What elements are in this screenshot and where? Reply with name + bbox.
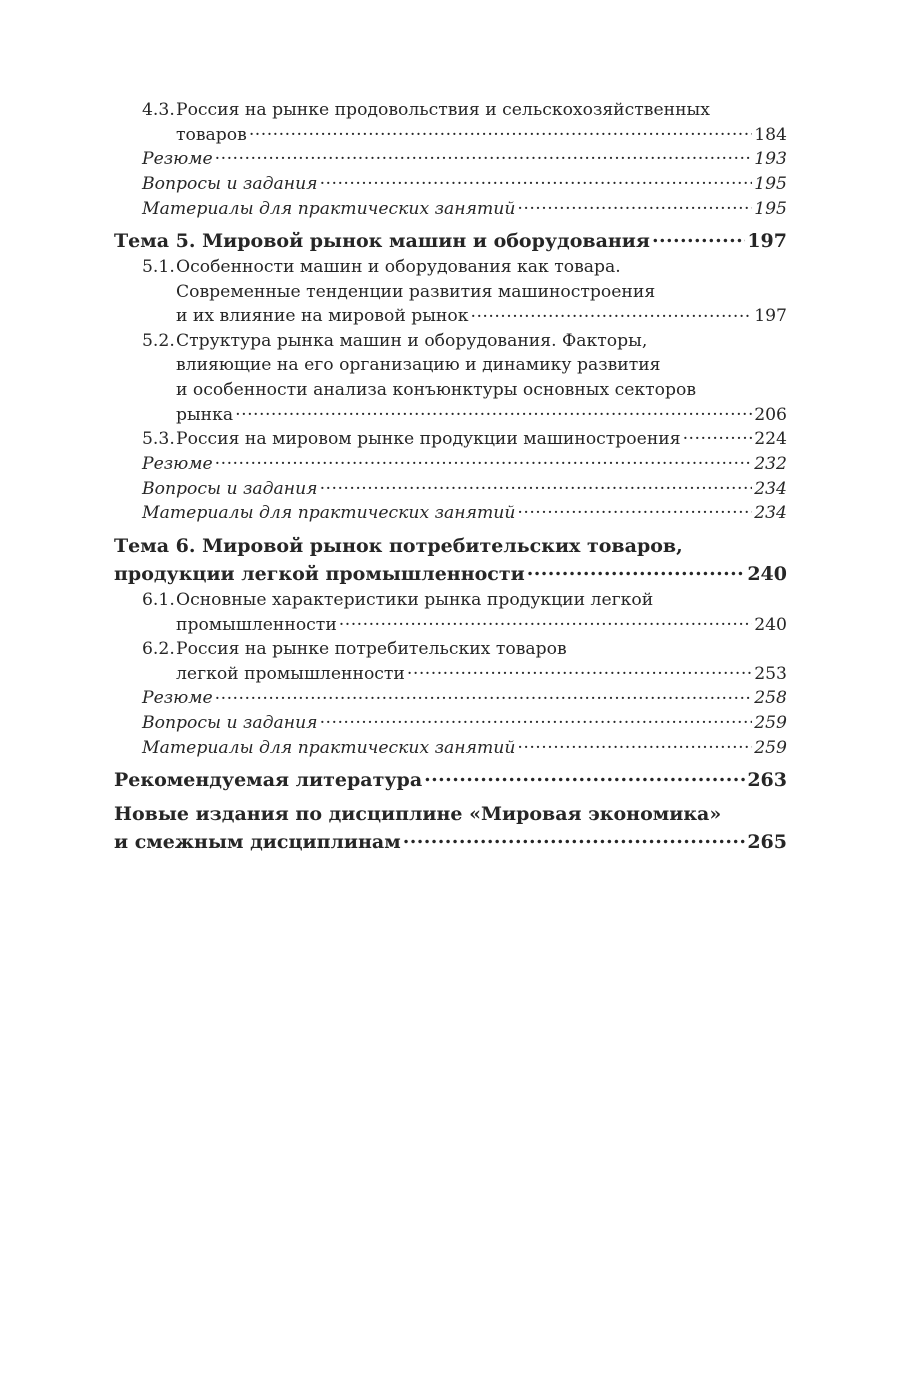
toc-entry-6-1[interactable] [114, 588, 787, 637]
section-title-line: рынка [176, 404, 234, 425]
page-number: 253 [754, 663, 787, 684]
dot-leader [424, 767, 745, 786]
toc-entry-4-3[interactable] [114, 98, 787, 147]
dot-leader [215, 147, 753, 164]
section-title-line: влияющие на его организацию и динамику развития [176, 355, 661, 376]
toc-entry-questions[interactable] [114, 711, 787, 736]
entry-label: Резюме [142, 688, 213, 709]
page-number: 258 [754, 688, 787, 709]
dot-leader [517, 501, 752, 518]
dot-leader [235, 402, 752, 419]
dot-leader [652, 228, 745, 247]
dot-leader [339, 612, 752, 629]
toc-entry-summary[interactable] [114, 452, 787, 477]
topic-title: Тема 5. Мировой рынок машин и оборудования [114, 230, 650, 253]
page-number: 206 [754, 404, 787, 425]
section-number: 4.3. [142, 100, 175, 120]
section-title-line: Особенности машин и оборудования как товара. [176, 257, 621, 278]
dot-leader [215, 452, 753, 469]
toc-entry-materials[interactable] [114, 501, 787, 526]
section-number: 5.2. [142, 330, 175, 351]
section-number: 5.3. [142, 429, 175, 450]
page-number: 193 [754, 149, 787, 170]
dot-leader [470, 304, 752, 321]
section-number: 6.2. [142, 639, 175, 660]
section-title-line: Россия на рынке потребительских товаров [176, 639, 567, 660]
toc-entry-questions[interactable] [114, 477, 787, 502]
page-number: 240 [747, 562, 787, 585]
page-number: 234 [754, 478, 787, 499]
dot-leader [517, 736, 752, 753]
page-number: 197 [754, 306, 787, 327]
toc-entry-summary[interactable] [114, 147, 787, 172]
dot-leader [320, 172, 753, 189]
page-number: 197 [747, 230, 787, 253]
section-title-line: Структура рынка машин и оборудования. Факторы, [176, 330, 648, 351]
toc-entry-questions[interactable] [114, 172, 787, 197]
entry-label: Вопросы и задания [142, 478, 318, 499]
dot-leader [683, 427, 753, 444]
toc-new-editions[interactable] [114, 800, 787, 856]
entry-label: Резюме [142, 149, 213, 170]
page-number: 259 [754, 737, 787, 758]
dot-leader [517, 197, 752, 214]
page-number: 232 [754, 454, 787, 474]
dot-leader [249, 123, 752, 140]
entry-label: Резюме [142, 454, 213, 474]
dot-leader [215, 686, 753, 703]
table-of-contents [114, 98, 787, 856]
page-number: 195 [754, 174, 787, 195]
page-number: 195 [754, 198, 787, 219]
dot-leader [403, 829, 746, 848]
section-title-line: и их влияние на мировой рынок [176, 306, 469, 327]
entry-label: Материалы для практических занятий [142, 737, 516, 758]
topic-title-line: продукции легкой промышленности [114, 562, 525, 585]
page-number: 259 [754, 713, 787, 734]
section-title-line: Основные характеристики рынка продукции легкой [176, 589, 654, 610]
toc-entry-materials[interactable] [114, 197, 787, 222]
topic-title: Рекомендуемая литература [114, 769, 423, 792]
section-title-line: Россия на рынке продовольствия и сельскохозяйственных [176, 100, 710, 120]
section-title-line: товаров [176, 124, 247, 145]
section-title-line: Россия на мировом рынке продукции машиностроения [176, 429, 681, 450]
section-title-line: Современные тенденции развития машиностроения [176, 281, 656, 302]
section-number: 5.1. [142, 257, 175, 278]
toc-entry-materials[interactable] [114, 736, 787, 761]
dot-leader [407, 662, 752, 679]
section-title-line: и особенности анализа конъюнктуры основных секторов [176, 379, 697, 400]
entry-label: Вопросы и задания [142, 174, 318, 195]
entry-label: Материалы для практических занятий [142, 198, 516, 219]
toc-entry-summary[interactable] [114, 686, 787, 711]
topic-title-line: Новые издания по дисциплине «Мировая экономика» [114, 803, 722, 826]
dot-leader [527, 561, 746, 580]
page-number: 184 [754, 124, 787, 145]
toc-entry-5-1[interactable] [114, 255, 787, 329]
page-number: 265 [747, 831, 787, 854]
toc-topic-5[interactable] [114, 227, 787, 255]
section-number: 6.1. [142, 589, 175, 610]
page-number: 263 [747, 769, 787, 792]
topic-title-line: Тема 6. Мировой рынок потребительских товаров, [114, 534, 683, 557]
toc-topic-6[interactable] [114, 532, 787, 588]
toc-entry-5-2[interactable] [114, 329, 787, 427]
toc-entry-6-2[interactable] [114, 637, 787, 686]
page-number: 240 [754, 614, 787, 635]
toc-recommended-literature[interactable] [114, 766, 787, 794]
toc-entry-5-3[interactable] [114, 427, 787, 452]
entry-label: Материалы для практических занятий [142, 503, 516, 524]
section-title-line: легкой промышленности [176, 663, 405, 684]
dot-leader [320, 477, 753, 494]
section-title-line: промышленности [176, 614, 337, 635]
topic-title-line: и смежным дисциплинам [114, 831, 401, 854]
entry-label: Вопросы и задания [142, 713, 318, 734]
page-number: 224 [754, 429, 787, 450]
page-number: 234 [754, 503, 787, 524]
dot-leader [320, 711, 753, 728]
